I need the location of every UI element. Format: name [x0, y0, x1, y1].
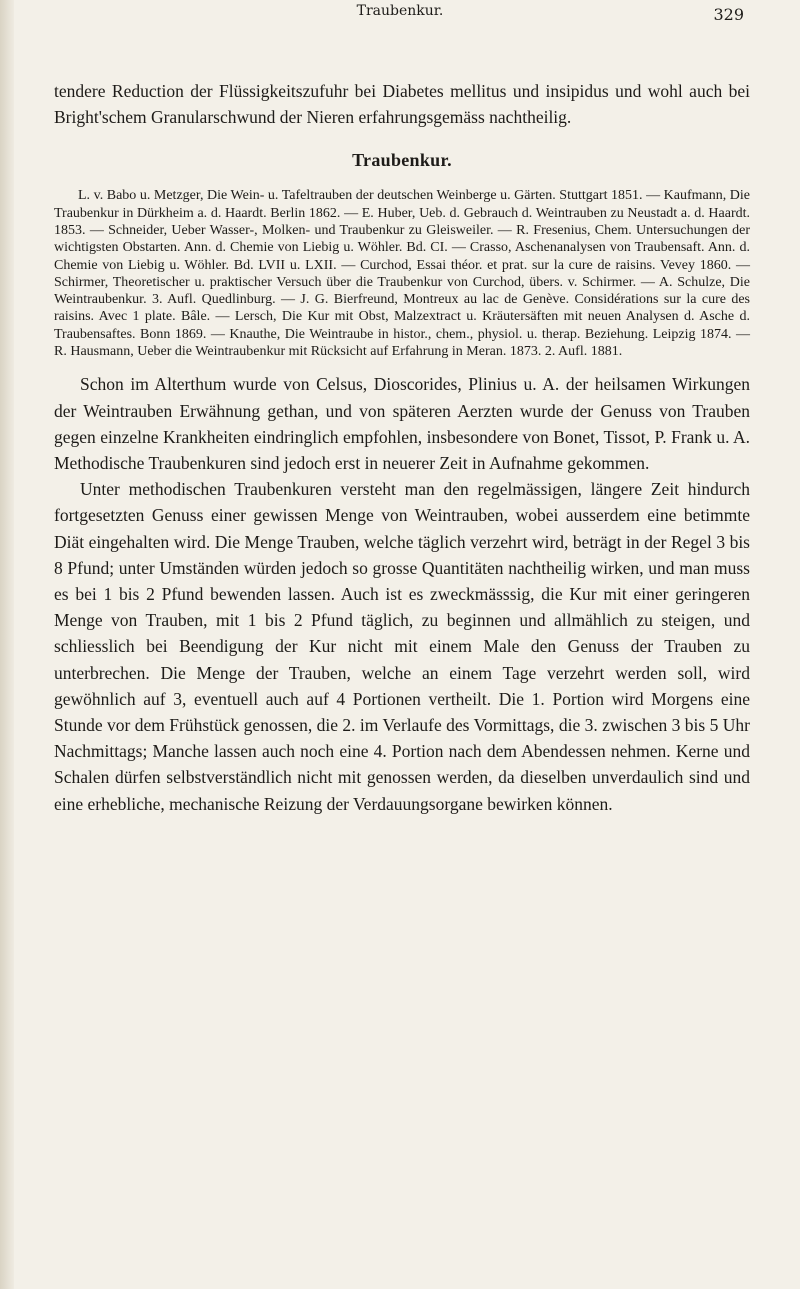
page-content [54, 78, 750, 817]
running-head: Traubenkur. [356, 3, 444, 19]
page-header [0, 3, 800, 27]
page-number: 329 [713, 5, 744, 24]
page-binding-edge [0, 0, 14, 1289]
intro-paragraph: tendere Reduction der Flüssigkeitszufuhr bei Diabetes mellitus und insipidus und wohl auch bei Bright'schem Granularschwund der Nieren erfahrungsgemäss nachtheilig. [54, 81, 750, 128]
section-title: Traubenkur. [352, 150, 452, 171]
literature-references: L. v. Babo u. Metzger, Die Wein- u. Tafeltrauben der deutschen Weinberge u. Gärten. Stuttgart 1851. — Kaufmann, Die Traubenkur in Dürkheim a. d. Haardt. Berlin 1862. — E. Huber, Ueb. d. Gebrauch d. Weintrauben zu Neustadt a. d. Haardt. 1853. — Schneider, Ueber Wasser-, Molken- und Traubenkur zu Gleisweiler. — R. Fresenius, Chem. Untersuchungen der wichtigsten Obstarten. Ann. d. Chemie von Liebig u. Wöhler. Bd. CI. — Crasso, Aschenanalysen von Traubensaft. Ann. d. Chemie von Liebig u. Wöhler. Bd. LVII u. LXII. — Curchod, Essai théor. et prat. sur la cure de raisins. Vevey 1860. — Schirmer, Theoretischer u. praktischer Versuch über die Traubenkur von Curchod, übers. v. Schirmer. — A. Schulze, Die Weintraubenkur. 3. Aufl. Quedlinburg. — J. G. Bierfreund, Montreux au lac de Genève. Considérations sur la cure des raisins. Avec 1 plate. Bâle. — Lersch, Die Kur mit Obst, Malzextract u. Kräutersäften mit neuen Analysen d. Asche d. Traubensaftes. Bonn 1869. — Knauthe, Die Weintraube in histor., chem., physiol. u. therap. Beziehung. Leipzig 1874. — R. Hausmann, Ueber die Weintraubenkur mit Rücksicht auf Erfahrung in Meran. 1873. 2. Aufl. 1881. [54, 188, 750, 360]
body-paragraph-2: Unter methodischen Traubenkuren versteht man den regelmässigen, längere Zeit hindurch fortgesetzten Genuss einer gewissen Menge von Weintrauben, wobei ausserdem eine betimmte Diät eingehalten wird. Die Menge Trauben, welche täglich verzehrt wird, beträgt in der Regel 3 bis 8 Pfund; unter Umständen würden jedoch so grosse Quantitäten nachtheilig wirken, und man muss es bei 1 bis 2 Pfund bewenden lassen. Auch ist es zweckmässsig, die Kur mit einer geringeren Menge von Trauben, mit 1 bis 2 Pfund täglich, zu beginnen und allmählich zu steigen, und schliesslich bei Beendigung der Kur nicht mit einem Male den Genuss der Trauben zu unterbrechen. Die Menge der Trauben, welche an einem Tage verzehrt werden soll, wird gewöhnlich auf 3, eventuell auch auf 4 Portionen vertheilt. Die 1. Portion wird Morgens eine Stunde vor dem Frühstück genossen, die 2. im Verlaufe des Vormittags, die 3. zwischen 3 bis 5 Uhr Nachmittags; Manche lassen auch noch eine 4. Portion nach dem Abendessen nehmen. Kerne und Schalen dürfen selbstverständlich nicht mit genossen werden, da dieselben unverdaulich sind und eine erhebliche, mechanische Reizung der Verdauungsorgane bewirken können. [54, 479, 750, 814]
body-paragraph-1: Schon im Alterthum wurde von Celsus, Dioscorides, Plinius u. A. der heilsamen Wirkungen der Weintrauben Erwähnung gethan, und von späteren Aerzten wurde der Genuss von Trauben gegen einzelne Krankheiten eindringlich empfohlen, insbesondere von Bonet, Tissot, P. Frank u. A. Methodische Traubenkuren sind jedoch erst in neuerer Zeit in Aufnahme gekommen. [54, 374, 750, 473]
